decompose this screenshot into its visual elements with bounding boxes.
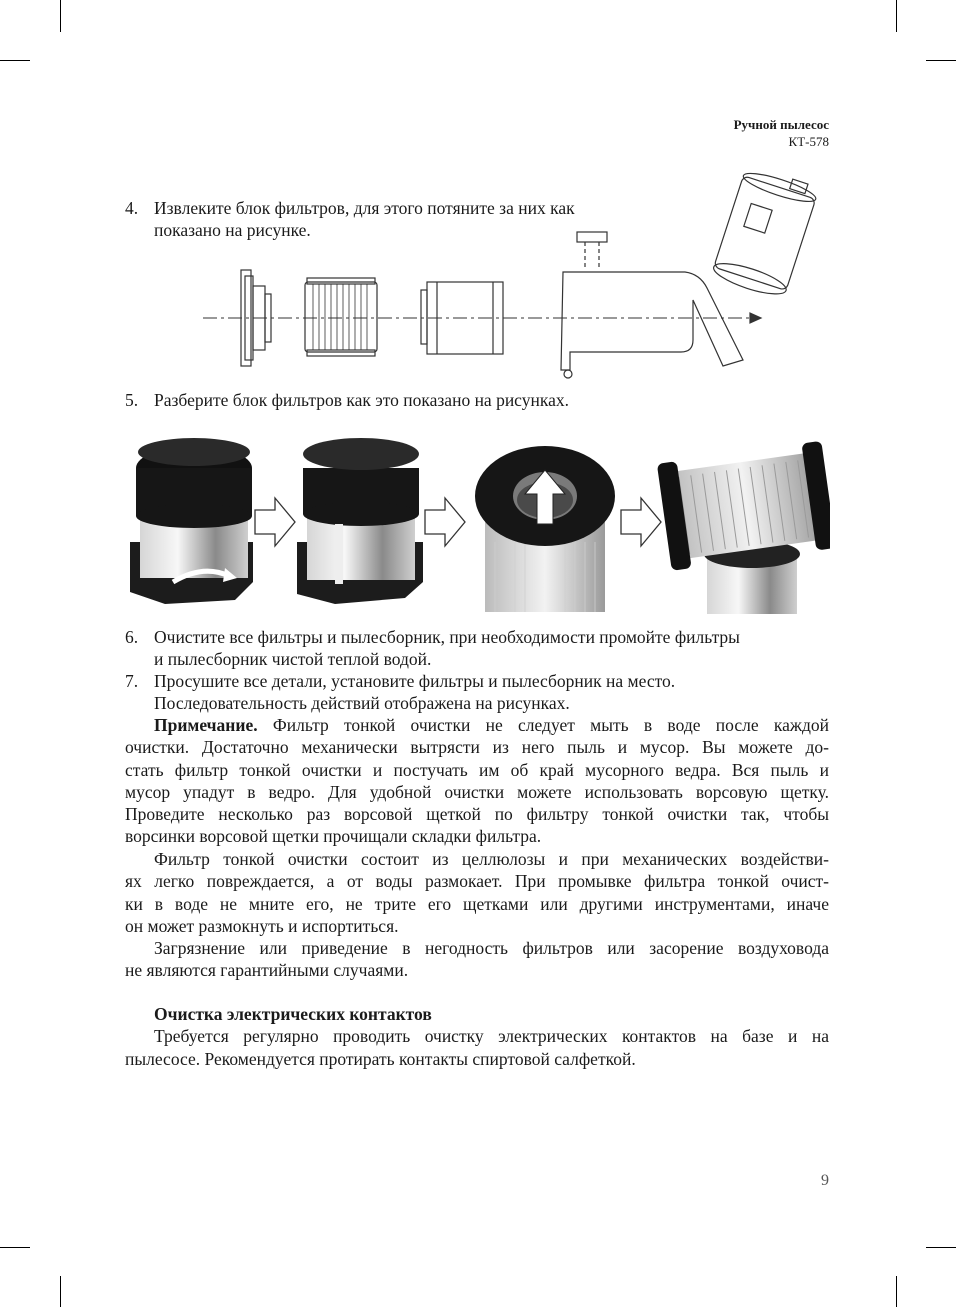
step-5	[125, 389, 829, 411]
cellulose-paragraph	[125, 848, 829, 937]
page-number: 9	[821, 1172, 829, 1189]
step-6	[125, 626, 829, 670]
note-line: Проведите несколько раз ворсовой щеткой по фильтру тонкой очистки так, чтобы	[125, 804, 829, 825]
paragraph-line: Загрязнение или приведение в негодность фильтров или засорение воздуховода	[154, 938, 829, 958]
step-text-line: Очистите все фильтры и пылесборник, при необходимости промойте фильтры	[154, 627, 740, 647]
step-text-line: Последовательность действий отображена на рисунках.	[154, 693, 570, 713]
section-line: Требуется регулярно проводить очистку электрических контактов на базе и на	[154, 1026, 829, 1047]
section-title: Очистка электрических контактов	[154, 1004, 432, 1024]
step-text-line: Разберите блок фильтров как это показано на рисунках.	[154, 390, 569, 410]
paragraph-line: не являются гарантийными случаями.	[125, 960, 409, 981]
note-line: мусор упадут в ведро. Для удобной очистки можете использовать ворсовую щетку.	[125, 781, 829, 802]
crop-mark	[60, 1276, 61, 1307]
note-first-line-text: Фильтр тонкой очистки не следует мыть в воде после каждой	[257, 715, 829, 735]
note-paragraph	[125, 714, 829, 848]
paragraph-line: ки в воде не мните его, не трите его щетками или другими инструментами, иначе	[125, 893, 829, 914]
crop-mark	[0, 1247, 30, 1248]
disassembly-photo-sequence	[125, 432, 830, 620]
step-text-line: Просушите все детали, установите фильтры и пылесборник на место.	[154, 671, 676, 691]
warranty-paragraph	[125, 937, 829, 982]
step-text-line: показано на рисунке.	[154, 220, 311, 240]
crop-mark	[896, 1276, 897, 1307]
note-line: стать фильтр тонкой очистки и постучать им об край мусорного ведра. Вся пыль и	[125, 759, 829, 780]
crop-mark	[0, 60, 30, 61]
note-label: Примечание.	[154, 715, 258, 735]
crop-mark	[896, 0, 897, 32]
crop-mark	[926, 1247, 956, 1248]
photo-step-4	[657, 441, 830, 614]
step-number: 4.	[125, 198, 139, 218]
crop-mark	[60, 0, 61, 32]
step-7	[125, 670, 829, 714]
step-number: 5.	[125, 390, 139, 410]
crop-mark	[926, 60, 956, 61]
step-text-line: и пылесборник чистой теплой водой.	[154, 649, 432, 669]
paragraph-line: он может размокнуть и испортиться.	[125, 915, 399, 936]
photo-step-2	[297, 438, 423, 604]
exploded-filter-diagram	[195, 170, 835, 390]
step-number: 6.	[125, 627, 139, 647]
paragraph-line: Фильтр тонкой очистки состоит из целлюлозы и при механических воздействи-	[154, 849, 829, 869]
note-line: очистки. Достаточно механически вытрясти из него пыль и мусор. Вы можете до-	[125, 737, 829, 758]
note-line: ворсинки ворсовой щетки прочищали складки фильтра.	[125, 826, 542, 847]
photo-step-1	[130, 438, 253, 604]
step-number: 7.	[125, 671, 139, 691]
section-line: пылесосе. Рекомендуется протирать контакты спиртовой салфеткой.	[125, 1048, 636, 1069]
paragraph-line: ях легко повреждается, а от воды размокает. При промывке фильтра тонкой очист-	[125, 871, 829, 892]
contacts-section	[125, 1003, 829, 1070]
note-first-line	[125, 714, 829, 736]
header-title: Ручной пылесос	[733, 117, 829, 132]
running-header	[734, 116, 829, 150]
step-text-line: Извлеките блок фильтров, для этого потяните за них как	[154, 198, 575, 218]
header-model: КТ-578	[788, 134, 829, 149]
photo-step-3	[475, 446, 615, 612]
